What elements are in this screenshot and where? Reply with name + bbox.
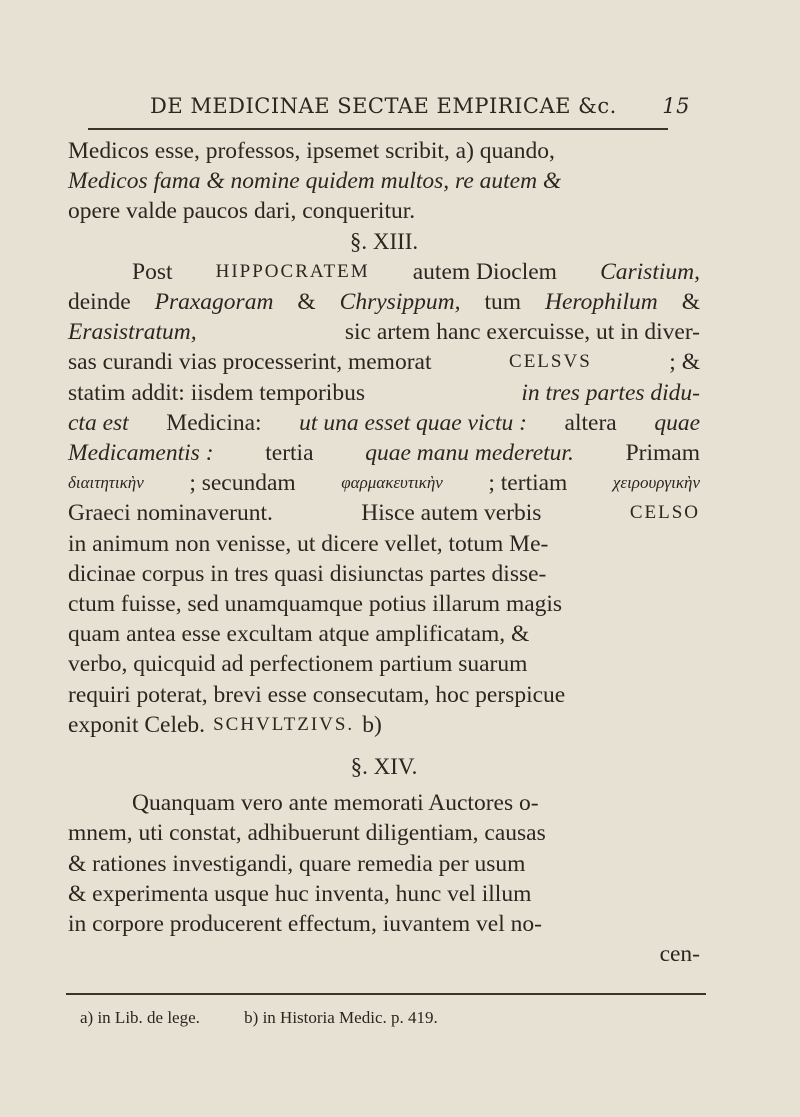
text-line: quam antea esse excultam atque amplificatam, & [68,621,530,648]
text-line: statim addit: iisdem temporibus in tres partes didu- [68,379,700,406]
text-line: deinde Praxagoram & Chrysippum, tum Herophilum & [68,289,700,316]
footnote-b: b) in Historia Medic. p. 419. [244,1008,438,1027]
text-line: sas curandi vias processerint, memorat CELSVS ; & [68,349,700,376]
text-line: Medicos esse, professos, ipsemet scribit, a) quando, [68,138,555,164]
text-line: Graeci nominaverunt. Hisce autem verbis CELSO [68,500,700,527]
text-line: ctum fuisse, sed unamquamque potius illarum magis [68,591,563,618]
text-line: & experimenta usque huc inventa, hunc vel illum [68,880,532,907]
text-line: exponit Celeb. SCHVLTZIVS. b) [68,711,382,738]
footnote-rule [66,993,706,995]
text-line: & rationes investigandi, quare remedia per usum [68,850,526,877]
text-line: Medicamentis : tertia quae manu mederetur. Primam [68,440,700,467]
text-line: Medicos fama & nomine quidem multos, re autem & [68,168,562,195]
page-number: 15 [662,94,690,118]
running-title: DE MEDICINAE SECTAE EMPIRICAE &c. [150,94,617,118]
text-line-greek: διαιτητικὴν ; secundam φαρμακευτικὴν ; tertiam χειρουργικὴν [68,470,700,497]
section-heading-14: §. XIV. [350,754,418,780]
text-line: dicinae corpus in tres quasi disiunctas partes disse- [68,560,547,587]
header-rule [88,128,668,130]
section-heading-13: §. XIII. [349,228,419,254]
main-text [68,136,700,969]
text-line: Post HIPPOCRATEM autem Dioclem Caristium, [132,258,700,285]
text-line: verbo, quicquid ad perfectionem partium suarum [68,651,528,678]
text-line: in corpore producerent effectum, iuvantem vel no- [68,911,542,938]
text-line: Erasistratum, sic artem hanc exercuisse, ut in diver- [68,319,700,346]
text-line: Quanquam vero ante memorati Auctores o- [132,790,539,817]
running-header [150,94,690,118]
footnote-a: a) in Lib. de lege. [80,1008,200,1027]
text-line: mnem, uti constat, adhibuerunt diligentiam, causas [68,820,546,847]
text-line: in animum non venisse, ut dicere vellet, totum Me- [68,530,549,557]
text-line: opere valde paucos dari, conqueritur. [68,198,416,225]
catchword: cen- [659,941,700,968]
footnotes [80,1008,478,1028]
text-line: cta est Medicina: ut una esset quae victu : altera quae [68,409,700,436]
text-line: requiri poterat, brevi esse consecutam, hoc perspicue [68,681,566,708]
